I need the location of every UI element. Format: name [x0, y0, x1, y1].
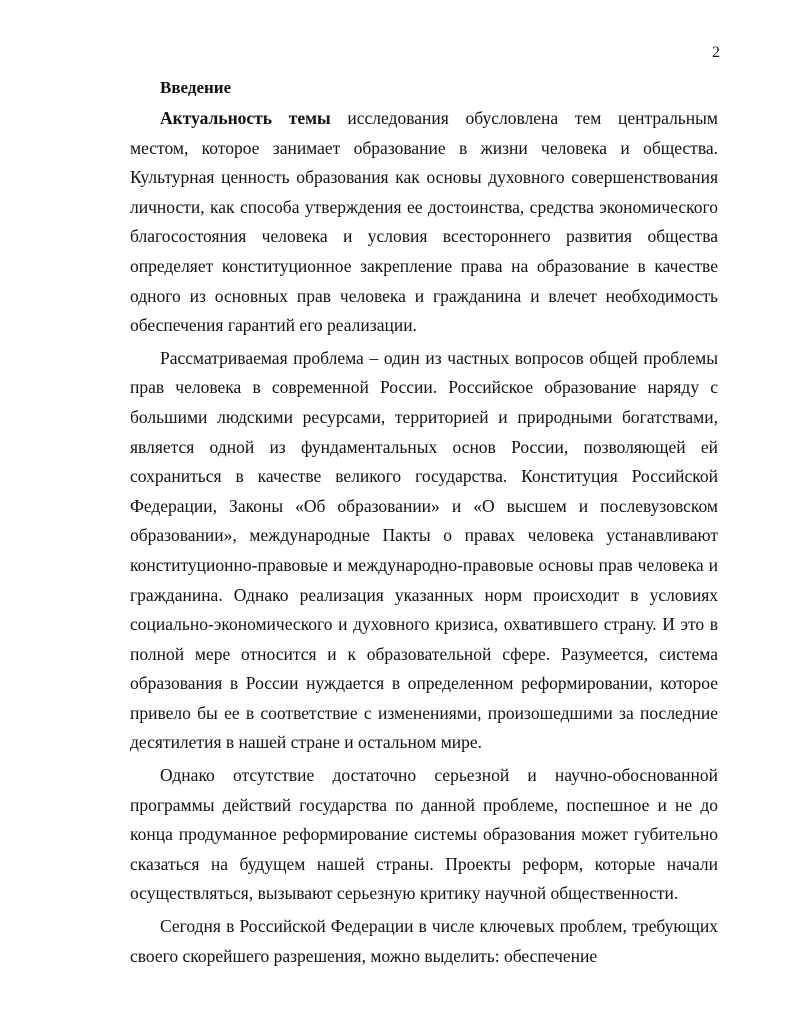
- paragraph-problem: Рассматриваемая проблема – один из частных вопросов общей проблемы прав человека в современной России. Российское образование наряду с большими людскими ресурсами, территорией и природными богатствами, является одной из фундаментальных основ России, позволяющей ей сохраниться в качестве великого государства. Конституция Российской Федерации, Законы «Об образовании» и «О высшем и послевузовском образовании», международные Пакты о правах человека устанавливают конституционно-правовые и международно-правовые основы прав человека и гражданина. Однако реализация указанных норм происходит в условиях социально-экономического и духовного кризиса, охватившего страну. И это в полной мере относится и к образовательной сфере. Разумеется, система образования в России нуждается в определенном реформировании, которое привело бы ее в соответствие с изменениями, произошедшими за последние десятилетия в нашей стране и остальном мире.: [130, 347, 718, 753]
- paragraph-relevance: [130, 104, 718, 341]
- section-heading: Введение: [160, 78, 232, 97]
- page-number: 2: [712, 44, 720, 61]
- relevance-text: исследования обусловлена тем центральным местом, которое занимает образование в жизни человека и общества. Культурная ценность образования как основы духовного совершенствования личности, как способа утверждения ее достоинства, средства экономического благосостояния человека и условия всестороннего развития общества определяет конституционное закрепление права на образование в качестве одного из основных прав человека и гражданина и влечет необходимость обеспечения гарантий его реализации.: [130, 108, 718, 336]
- paragraph-today: Сегодня в Российской Федерации в числе ключевых проблем, требующих своего скорейшего разрешения, можно выделить: обеспечение: [130, 916, 718, 966]
- page-body: [130, 74, 718, 971]
- relevance-lead: Актуальность темы: [160, 108, 331, 128]
- paragraph-program: Однако отсутствие достаточно серьезной и научно-обоснованной программы действий государства по данной проблеме, поспешное и не до конца продуманное реформирование системы образования может губительно сказаться на будущем нашей страны. Проекты реформ, которые начали осуществляться, вызывают серьезную критику научной общественности.: [130, 765, 718, 904]
